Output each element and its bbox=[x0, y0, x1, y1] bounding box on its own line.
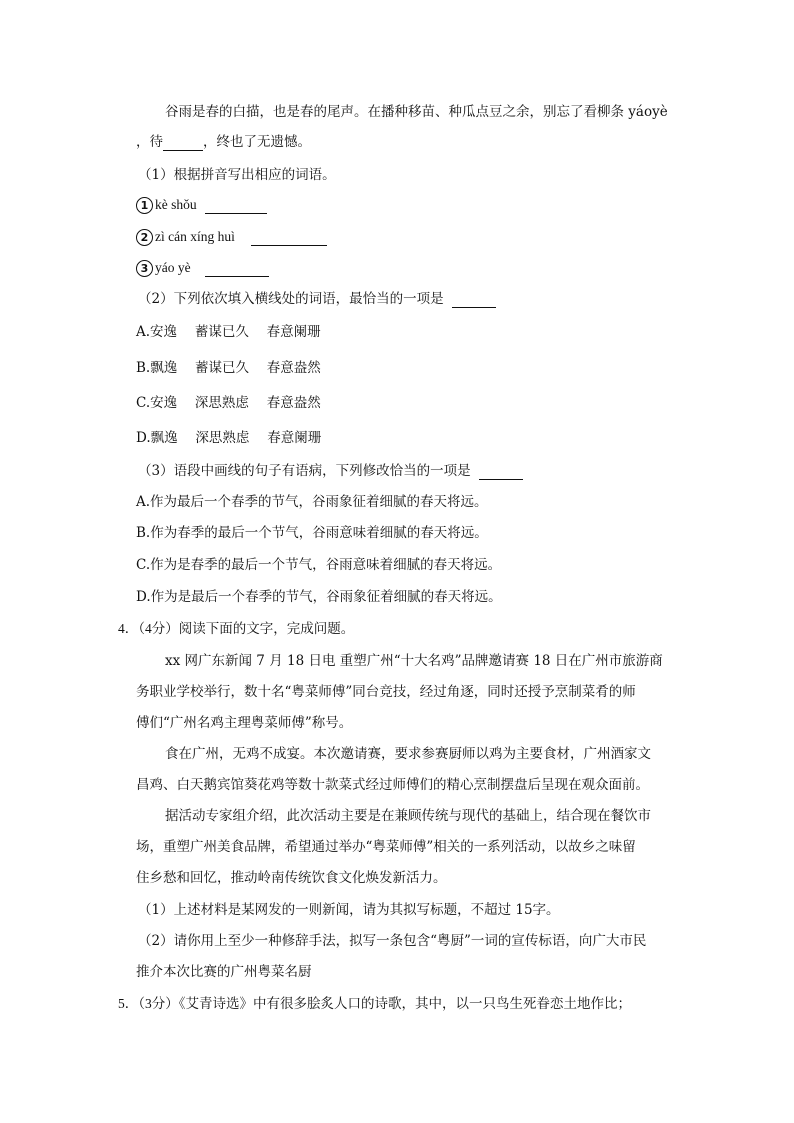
answer-blank bbox=[163, 136, 203, 151]
q4-sub1: （1）上述材料是某网发的一则新闻，请为其拟写标题，不超过 15字。 bbox=[138, 902, 560, 918]
q3-passage-line-2 bbox=[136, 133, 311, 151]
q3-passage-line-2-end: ，终也了无遗憾。 bbox=[203, 134, 311, 150]
q3-sub3-option-c: C.作为是春季的最后一个节气，谷雨意味着细腻的春天将远。 bbox=[136, 557, 502, 573]
q3-sub1: （1）根据拼音写出相应的词语。 bbox=[138, 167, 336, 183]
answer-blank bbox=[452, 293, 496, 308]
q3-sub2-option-d: D.飘逸 深思熟虑 春意阑珊 bbox=[136, 430, 322, 446]
circled-number: 1 bbox=[136, 197, 153, 214]
q4-header: 4．（4分）阅读下面的文字，完成问题。 bbox=[118, 621, 355, 636]
pinyin-text: zì cán xíng huì bbox=[155, 229, 235, 244]
q3-sub3-text: （3）语段中画线的句子有语病，下列修改恰当的一项是 bbox=[138, 463, 471, 479]
circled-number: 3 bbox=[136, 260, 153, 277]
q3-passage-line-1: 谷雨是春的白描，也是春的尾声。在播种移苗、种瓜点豆之余，别忘了看柳条 yáoyè bbox=[165, 104, 668, 120]
circled-number: 2 bbox=[136, 229, 153, 246]
q5-header: 5．（3分）《艾青诗选》中有很多脍炙人口的诗歌，其中，以一只鸟生死眷恋土地作比； bbox=[118, 996, 631, 1011]
pinyin-text: kè shǒu bbox=[155, 197, 197, 212]
q4-paragraph-line: 昌鸡、白天鹅宾馆葵花鸡等数十款菜式经过师傅们的精心烹制摆盘后呈现在观众面前。 bbox=[136, 777, 649, 793]
q3-sub3 bbox=[138, 462, 523, 480]
q4-paragraph-line: xx 网广东新闻 7 月 18 日电 重塑广州“十大名鸡”品牌邀请赛 18 日在广州市旅游商 bbox=[165, 653, 663, 669]
q4-paragraph-line: 场，重塑广州美食品牌，希望通过举办“粤菜师傅”相关的一系列活动，以故乡之味留 bbox=[136, 839, 636, 855]
q3-passage-line-2-start: ，待 bbox=[136, 134, 163, 150]
q4-paragraph-line: 住乡愁和回忆，推动岭南传统饮食文化焕发新活力。 bbox=[136, 870, 447, 886]
q3-sub3-option-d: D.作为是最后一个春季的节气，谷雨象征着细腻的春天将远。 bbox=[136, 589, 502, 605]
q3-sub2-option-b: B.飘逸 蓄谋已久 春意盎然 bbox=[136, 360, 321, 376]
answer-blank bbox=[479, 465, 523, 480]
pinyin-text: yáo yè bbox=[155, 260, 191, 275]
answer-blank bbox=[251, 231, 327, 246]
q4-paragraph-line: 傅们“广州名鸡主理粤菜师傅”称号。 bbox=[136, 715, 353, 731]
q3-sub2 bbox=[138, 290, 496, 308]
q3-sub2-option-c: C.安逸 深思熟虑 春意盎然 bbox=[136, 395, 321, 411]
q4-sub2-line-1: （2）请你用上至少一种修辞手法，拟写一条包含“粤厨”一词的宣传标语，向广大市民 bbox=[138, 933, 647, 949]
q4-paragraph-line: 据活动专家组介绍，此次活动主要是在兼顾传统与现代的基础上，结合现在餐饮市 bbox=[165, 808, 651, 824]
q3-sub2-option-a: A.安逸 蓄谋已久 春意阑珊 bbox=[136, 324, 321, 340]
pinyin-item-3 bbox=[136, 259, 269, 277]
pinyin-item-2 bbox=[136, 228, 327, 246]
q4-paragraph-line: 务职业学校举行，数十名“粤菜师傅”同台竞技，经过角逐，同时还授予烹制菜肴的师 bbox=[136, 684, 636, 700]
q4-sub2-line-2: 推介本次比赛的广州粤菜名厨 bbox=[136, 964, 312, 980]
q3-sub3-option-a: A.作为最后一个春季的节气，谷雨象征着细腻的春天将远。 bbox=[136, 494, 488, 510]
q3-sub2-text: （2）下列依次填入横线处的词语，最恰当的一项是 bbox=[138, 291, 444, 307]
q3-sub3-option-b: B.作为春季的最后一个节气，谷雨意味着细腻的春天将远。 bbox=[136, 525, 488, 541]
answer-blank bbox=[205, 199, 267, 214]
answer-blank bbox=[205, 262, 269, 277]
pinyin-item-1 bbox=[136, 196, 267, 214]
q4-paragraph-line: 食在广州，无鸡不成宴。本次邀请赛，要求参赛厨师以鸡为主要食材，广州酒家文 bbox=[165, 746, 651, 762]
